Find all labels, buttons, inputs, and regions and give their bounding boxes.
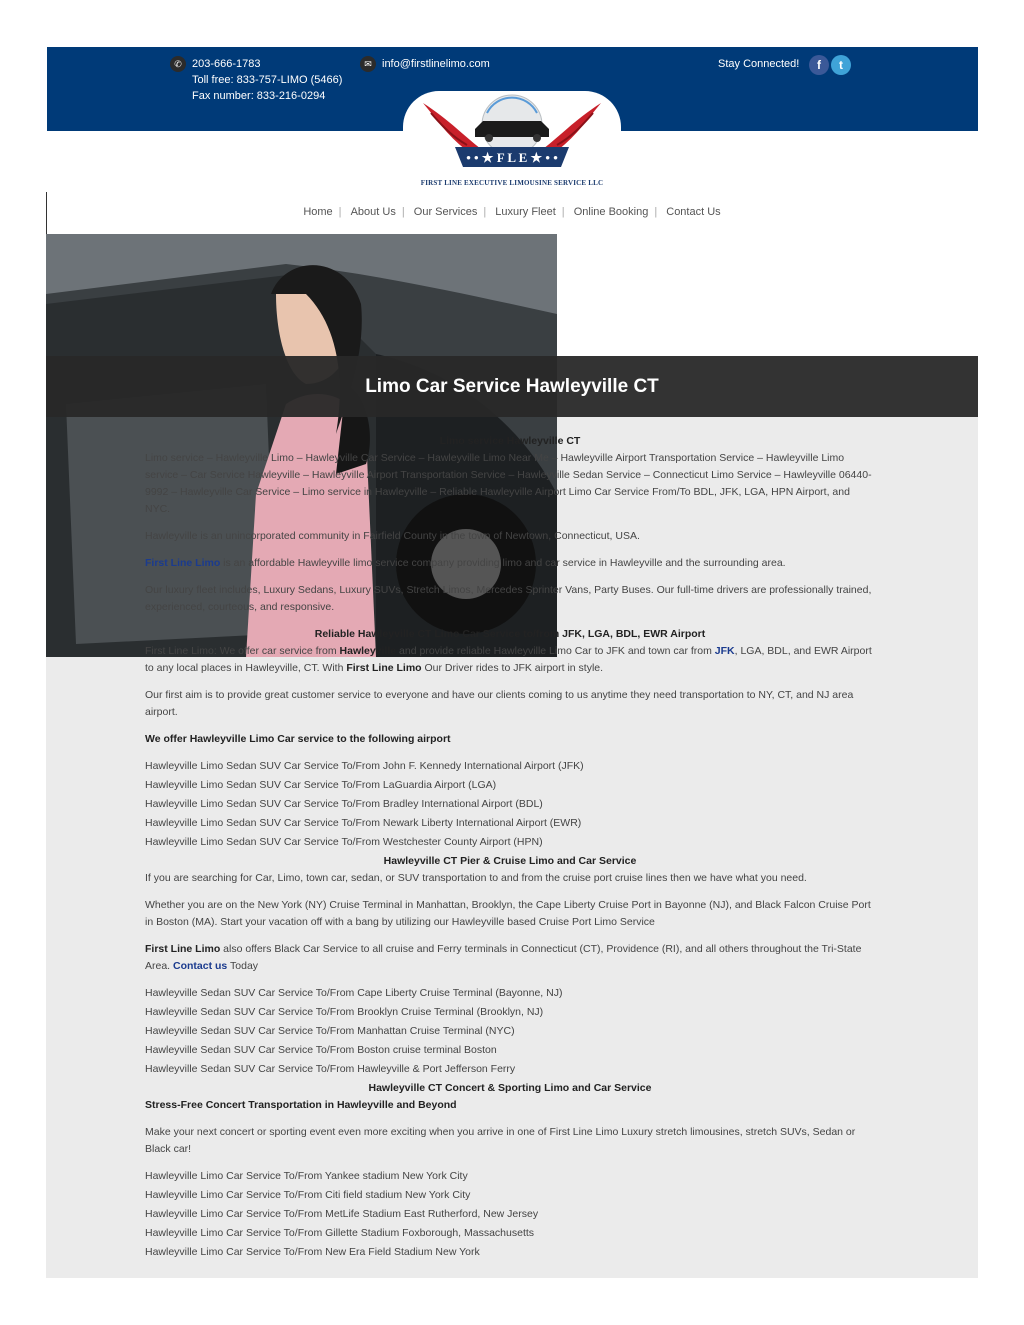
jfk-link[interactable]: JFK xyxy=(714,645,735,657)
section-heading: Hawleyville CT Pier & Cruise Limo and Car Service xyxy=(383,855,637,867)
nav-separator: | xyxy=(561,206,565,218)
list-item: Hawleyville Limo Car Service To/From Yankee stadium New York City xyxy=(145,1170,468,1182)
list-item: Hawleyville Limo Car Service To/From Citi field stadium New York City xyxy=(145,1189,471,1201)
list-item: Hawleyville Limo Sedan SUV Car Service To/From LaGuardia Airport (LGA) xyxy=(145,779,497,791)
nav-separator: | xyxy=(338,206,342,218)
list-item: Hawleyville Sedan SUV Car Service To/From Manhattan Cruise Terminal (NYC) xyxy=(145,1025,515,1037)
nav-contact-us[interactable]: Contact Us xyxy=(666,206,721,218)
logo-badge-text: • • ★ F L E ★ • • xyxy=(466,150,558,165)
nav-about-us[interactable]: About Us xyxy=(350,206,396,218)
stadium-list xyxy=(145,1168,875,1263)
list-item: Hawleyville Limo Car Service To/From Gillette Stadium Foxborough, Massachusetts xyxy=(145,1227,535,1239)
company-link[interactable]: First Line Limo xyxy=(145,557,221,569)
facebook-icon[interactable]: f xyxy=(809,55,829,75)
fax-number: Fax number: 833-216-0294 xyxy=(192,90,326,103)
email-link[interactable]: info@firstlinelimo.com xyxy=(382,58,490,70)
list-item: Hawleyville Limo Sedan SUV Car Service To/From Bradley International Airport (BDL) xyxy=(145,798,543,810)
list-item: Hawleyville Sedan SUV Car Service To/From Boston cruise terminal Boston xyxy=(145,1044,497,1056)
section-heading: Hawleyville CT Concert & Sporting Limo and Car Service xyxy=(368,1082,652,1094)
list-item: Hawleyville Sedan SUV Car Service To/From Brooklyn Cruise Terminal (Brooklyn, NJ) xyxy=(145,1006,544,1018)
phone-block xyxy=(170,56,342,104)
nav-separator: | xyxy=(401,206,405,218)
intro-paragraph: Limo service – Hawleyville Limo – Hawleyville Car Service – Hawleyville Limo Near Me – Hawleyville Airport Transportation Service – Hawleyville Limo service – Car Service Hawleyville – Hawleyville Airport Transportation Service – Hawleyville Sedan Service – Connecticut Limo Service – Hawleyville 06440-9992 – Hawleyville Car Service – Limo service in Hawleyville – Reliable Hawleyville Airport Limo Car Service From/To BDL, JFK, LGA, HPN Airport, and NYC. xyxy=(145,452,872,515)
list-item: Hawleyville Limo Car Service To/From MetLife Stadium East Rutherford, New Jersey xyxy=(145,1208,539,1220)
page-title: Limo Car Service Hawleyville CT xyxy=(365,376,659,397)
nav-separator: | xyxy=(654,206,658,218)
nav-online-booking[interactable]: Online Booking xyxy=(573,206,649,218)
email-block xyxy=(360,56,490,72)
cruise-paragraph: Whether you are on the New York (NY) Cruise Terminal in Manhattan, Brooklyn, the Cape Liberty Cruise Port in Bayonne (NJ), and Black Falcon Cruise Port in Boston (MA). Start your vacation off with a bang by utilizing our Hawleyville based Cruise Port Limo Service xyxy=(145,899,871,928)
phone-icon: ✆ xyxy=(170,56,186,72)
main-nav xyxy=(0,206,1024,218)
phone-number[interactable]: 203-666-1783 xyxy=(192,58,261,70)
nav-luxury-fleet[interactable]: Luxury Fleet xyxy=(495,206,556,218)
nav-our-services[interactable]: Our Services xyxy=(413,206,478,218)
email-icon: ✉ xyxy=(360,56,376,72)
list-item: Hawleyville Sedan SUV Car Service To/From Cape Liberty Cruise Terminal (Bayonne, NJ) xyxy=(145,987,563,999)
list-item: Hawleyville Limo Sedan SUV Car Service To/From Westchester County Airport (HPN) xyxy=(145,836,543,848)
section-heading: Reliable Hawleyville CT Limo Car Service to/from JFK, LGA, BDL, EWR Airport xyxy=(314,628,706,640)
list-item: Hawleyville Limo Sedan SUV Car Service To/From John F. Kennedy International Airport (JFK) xyxy=(145,760,584,772)
cruise-paragraph: If you are searching for Car, Limo, town car, sedan, or SUV transportation to and from the cruise port cruise lines then we have what you need. xyxy=(145,872,807,884)
fleet-paragraph: Our luxury fleet includes, Luxury Sedans, Luxury SUVs, Stretch Limos, Mercedes Sprinter Vans, Party Buses. Our full-time drivers are professionally trained, experienced, courteous, and responsive. xyxy=(145,584,872,613)
list-item: Hawleyville Limo Sedan SUV Car Service To/From Newark Liberty International Airport (EWR) xyxy=(145,817,582,829)
airport-service-paragraph: First Line Limo: We offer car service from Hawleyville and provide reliable Hawleyville Limo Car to JFK and town car from JFK, LGA, BDL, and EWR Airport to any local places in Hawleyville, CT. With First Line Limo Our Driver rides to JFK airport in style. xyxy=(145,645,872,674)
company-paragraph: First Line Limo is an affordable Hawleyville limo service company providing limo and car service in Hawleyville and the surrounding area. xyxy=(145,557,786,569)
hero-title-band xyxy=(46,356,978,417)
section-heading: We offer Hawleyville Limo Car service to the following airport xyxy=(145,733,451,745)
contact-us-link[interactable]: Contact us xyxy=(173,960,228,972)
nav-home[interactable]: Home xyxy=(303,206,333,218)
logo[interactable] xyxy=(403,91,621,191)
logo-company-name: FIRST LINE EXECUTIVE LIMOUSINE SERVICE LLC xyxy=(420,179,604,187)
toll-free: Toll free: 833-757-LIMO (5466) xyxy=(192,74,343,87)
location-paragraph: Hawleyville is an unincorporated community in Fairfield County in the town of Newtown, Connecticut, USA. xyxy=(145,530,640,542)
main-content xyxy=(145,433,875,1263)
nav-separator: | xyxy=(483,206,487,218)
concert-paragraph: Make your next concert or sporting event even more exciting when you arrive in one of First Line Limo Luxury stretch limousines, stretch SUVs, Sedan or Black car! xyxy=(145,1126,856,1155)
list-item: Hawleyville Limo Car Service To/From New Era Field Stadium New York xyxy=(145,1246,480,1258)
ferry-paragraph: First Line Limo also offers Black Car Service to all cruise and Ferry terminals in Connecticut (CT), Providence (RI), and all others throughout the Tri-State Area. Contact us Today xyxy=(145,943,862,972)
cruise-list xyxy=(145,985,875,1080)
airport-list xyxy=(145,758,875,853)
twitter-icon[interactable]: t xyxy=(831,55,851,75)
list-item: Hawleyville Sedan SUV Car Service To/From Hawleyville & Port Jefferson Ferry xyxy=(145,1063,516,1075)
stay-connected-label: Stay Connected! xyxy=(718,58,800,70)
section-subheading: Stress-Free Concert Transportation in Hawleyville and Beyond xyxy=(145,1099,457,1111)
section-heading: Limo service Hawleyville CT xyxy=(439,435,581,447)
aim-paragraph: Our first aim is to provide great customer service to everyone and have our clients coming to us anytime they need transportation to NY, CT, and NJ area airport. xyxy=(145,689,854,718)
